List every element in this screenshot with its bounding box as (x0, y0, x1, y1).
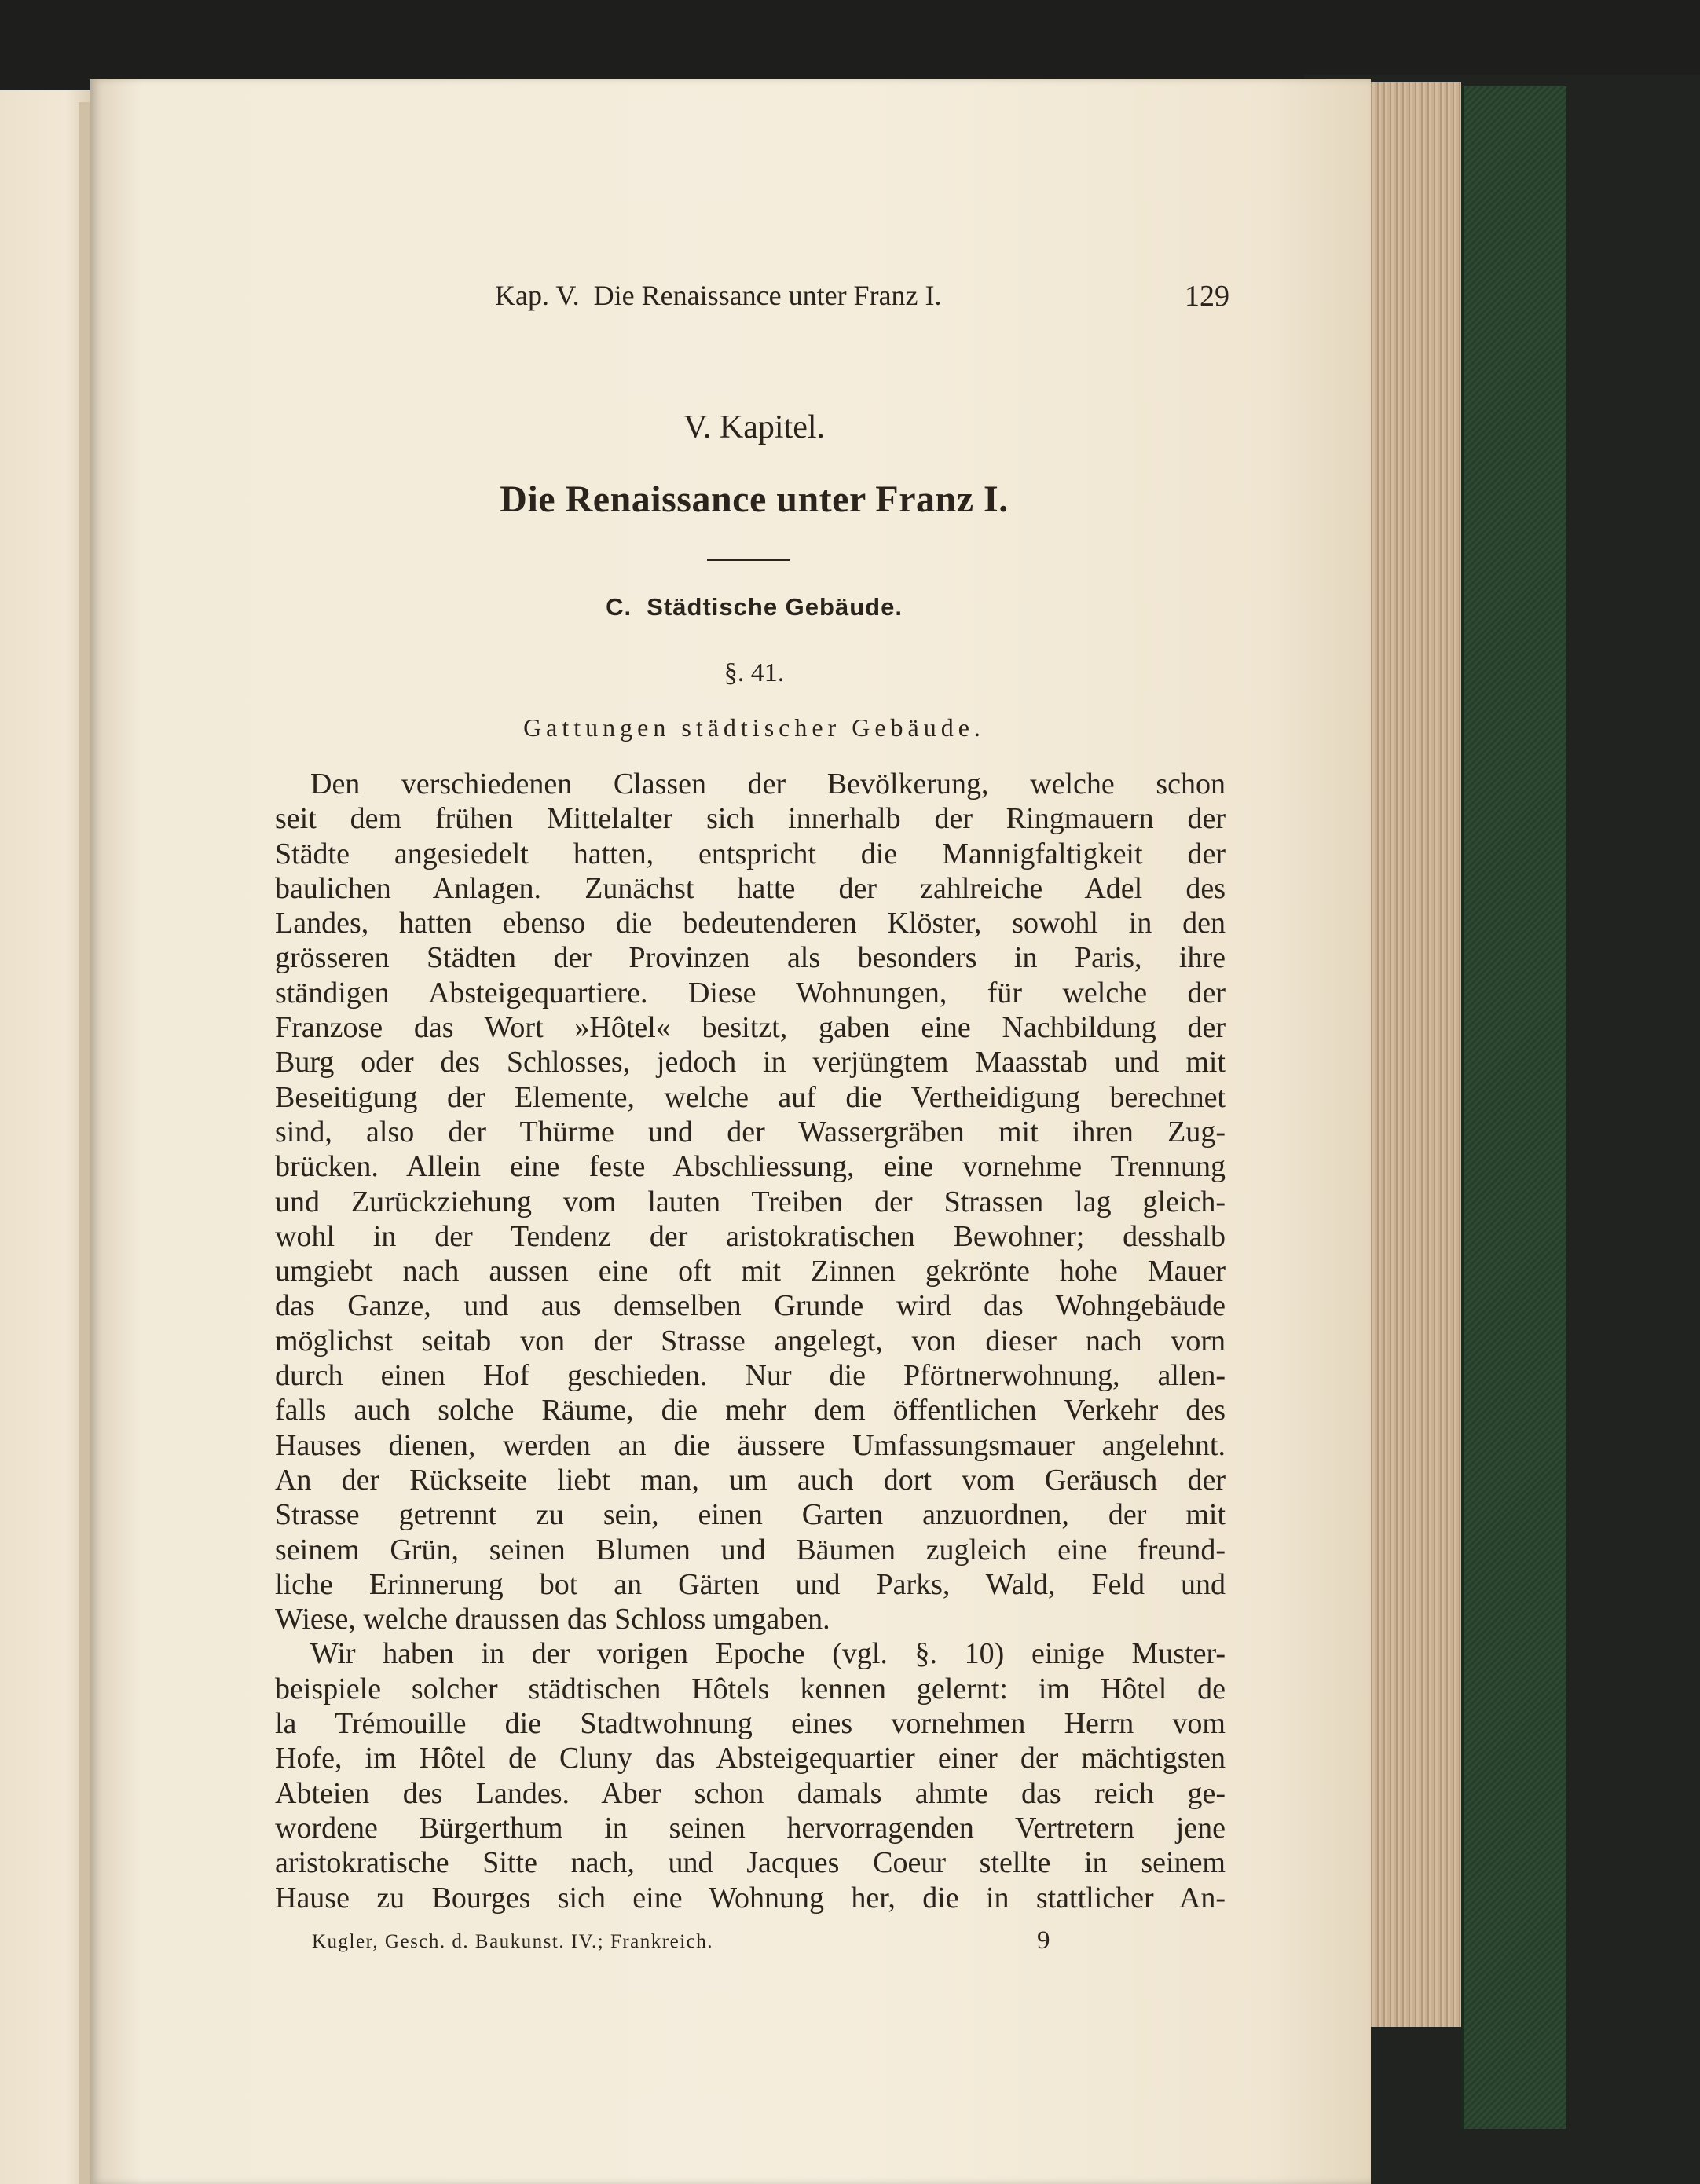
title-rule (707, 559, 790, 561)
subheading: Gattungen städtischer Gebäude. (523, 713, 985, 742)
body-line: beispiele solcher städtischen Hôtels kennen gelernt: im Hôtel de (275, 1672, 1226, 1706)
body-line: möglichst seitab von der Strasse angelegt, von dieser nach vorn (275, 1324, 1226, 1358)
body-line: Landes, hatten ebenso die bedeutenderen Klöster, sowohl in den (275, 907, 1226, 940)
page-number: 129 (1185, 280, 1229, 313)
body-line: seinem Grün, seinen Blumen und Bäumen zugleich eine freund- (275, 1533, 1226, 1567)
body-line: falls auch solche Räume, die mehr dem öffentlichen Verkehr des (275, 1394, 1226, 1427)
book-page (90, 79, 1371, 2184)
body-line: la Trémouille die Stadtwohnung eines vornehmen Herrn vom (275, 1707, 1226, 1741)
body-text (275, 767, 1226, 1915)
body-line: Burg oder des Schlosses, jedoch in verjüngtem Maasstab und mit (275, 1046, 1226, 1079)
body-line: durch einen Hof geschieden. Nur die Pförtnerwohnung, allen- (275, 1359, 1226, 1393)
running-title: Kap. V. Die Renaissance unter Franz I. (495, 280, 942, 311)
body-line: Den verschiedenen Classen der Bevölkerung, welche schon (310, 768, 1226, 801)
body-line: aristokratische Sitte nach, und Jacques Coeur stellte in seinem (275, 1846, 1226, 1880)
body-line: wohl in der Tendenz der aristokratischen Bewohner; desshalb (275, 1219, 1226, 1253)
running-header (495, 279, 1229, 313)
body-line: Beseitigung der Elemente, welche auf die Vertheidigung berechnet (275, 1080, 1226, 1114)
body-line: Abteien des Landes. Aber schon damals ahmte das reich ge- (275, 1776, 1226, 1810)
body-line: Hofe, im Hôtel de Cluny das Absteigequartier einer der mächtigsten (275, 1742, 1226, 1775)
body-line: Franzose das Wort »Hôtel« besitzt, gaben eine Nachbildung der (275, 1011, 1226, 1045)
paragraph-number: §. 41. (724, 658, 785, 687)
body-line: baulichen Anlagen. Zunächst hatte der zahlreiche Adel des (275, 871, 1226, 905)
body-line: Städte angesiedelt hatten, entspricht die Mannigfaltigkeit der (275, 837, 1226, 870)
chapter-title: Die Renaissance unter Franz I. (500, 478, 1009, 520)
chapter-label: V. Kapitel. (683, 409, 826, 445)
signature-mark: 9 (1037, 1926, 1050, 1955)
body-line: wordene Bürgerthum in seinen hervorragenden Vertretern jene (275, 1811, 1226, 1845)
footer-citation: Kugler, Gesch. d. Baukunst. IV.; Frankreich. (312, 1931, 713, 1952)
body-line: Wir haben in der vorigen Epoche (vgl. §. 10) einige Muster- (310, 1637, 1226, 1671)
body-line: das Ganze, und aus demselben Grunde wird das Wohngebäude (275, 1289, 1226, 1323)
section-label: C. Städtische Gebäude. (606, 593, 903, 621)
body-line: Hause zu Bourges sich eine Wohnung her, die in stattlicher An- (275, 1881, 1226, 1915)
body-line: und Zurückziehung vom lauten Treiben der Strassen lag gleich- (275, 1185, 1226, 1218)
body-line: grösseren Städten der Provinzen als besonders in Paris, ihre (275, 941, 1226, 975)
body-line: Wiese, welche draussen das Schloss umgaben. (275, 1603, 830, 1636)
body-line: ständigen Absteigequartiere. Diese Wohnungen, für welche der (275, 976, 1226, 1010)
body-line: Strasse getrennt zu sein, einen Garten anzuordnen, der mit (275, 1498, 1226, 1532)
body-line: Hauses dienen, werden an die äussere Umfassungsmauer angelehnt. (275, 1428, 1226, 1462)
body-line: sind, also der Thürme und der Wassergräben mit ihren Zug- (275, 1115, 1226, 1149)
body-line: seit dem frühen Mittelalter sich innerhalb der Ringmauern der (275, 802, 1226, 836)
cover-cloth (1461, 86, 1566, 2129)
body-line: umgiebt nach aussen eine oft mit Zinnen gekrönte hohe Mauer (275, 1255, 1226, 1288)
body-line: brücken. Allein eine feste Abschliessung, eine vornehme Trennung (275, 1150, 1226, 1184)
body-line: liche Erinnerung bot an Gärten und Parks, Wald, Feld und (275, 1567, 1226, 1601)
body-line: An der Rückseite liebt man, um auch dort vom Geräusch der (275, 1463, 1226, 1497)
